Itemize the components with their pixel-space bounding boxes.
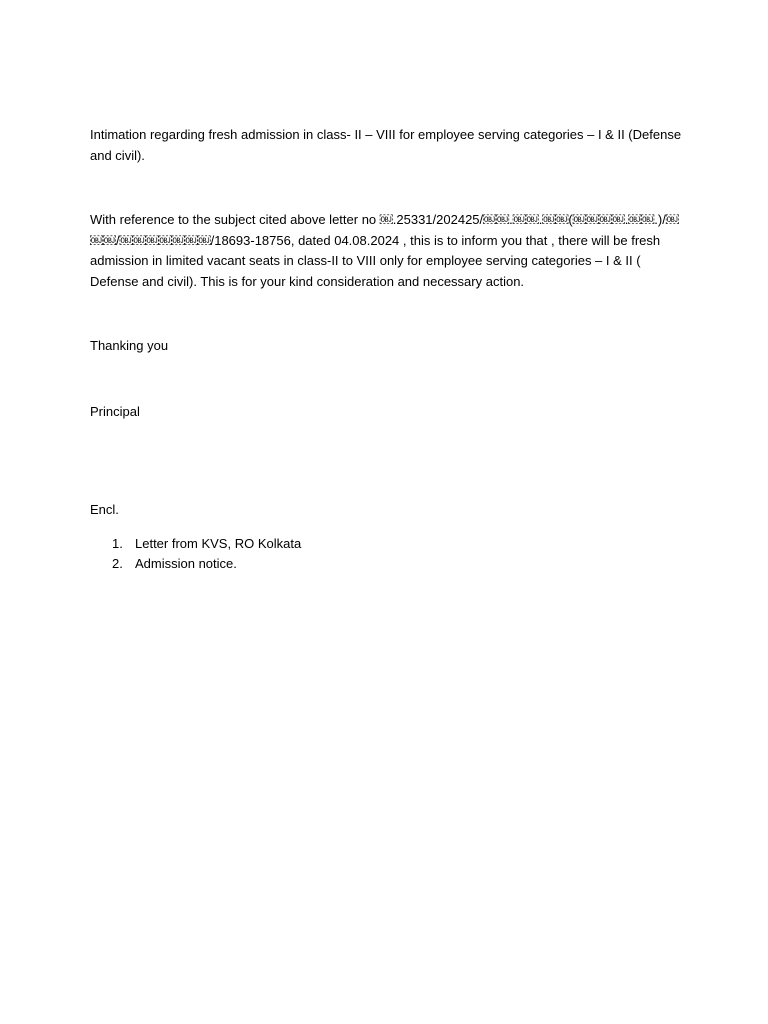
- list-item-text: Letter from KVS, RO Kolkata: [135, 536, 302, 551]
- list-item-number: 1.: [112, 536, 123, 551]
- list-item-number: 2.: [112, 556, 123, 571]
- letter-signatory: Principal: [90, 404, 140, 419]
- enclosure-list: [90, 534, 301, 574]
- letter-body: With reference to the subject cited above letter no ￼.25331/202425/￼￼.￼￼.￼￼(￼￼￼￼.￼￼.)/￼￼￼/￼￼￼￼￼￼￼/18693-18756, dated 04.08.2024 , this is to inform you that , there will be fresh admission in limited vacant seats in class-II to VIII only for employee serving categories – I & II ( Defense and civil). This is for your kind consideration and necessary action.: [90, 212, 679, 289]
- list-item-text: Admission notice.: [135, 556, 237, 571]
- letter-subject: Intimation regarding fresh admission in class- II – VIII for employee serving categories – I & II (Defense and civil).: [90, 127, 682, 163]
- list-item: [90, 534, 301, 554]
- enclosure-label: Encl.: [90, 502, 119, 517]
- letter-closing: Thanking you: [90, 338, 169, 353]
- list-item: [90, 554, 301, 574]
